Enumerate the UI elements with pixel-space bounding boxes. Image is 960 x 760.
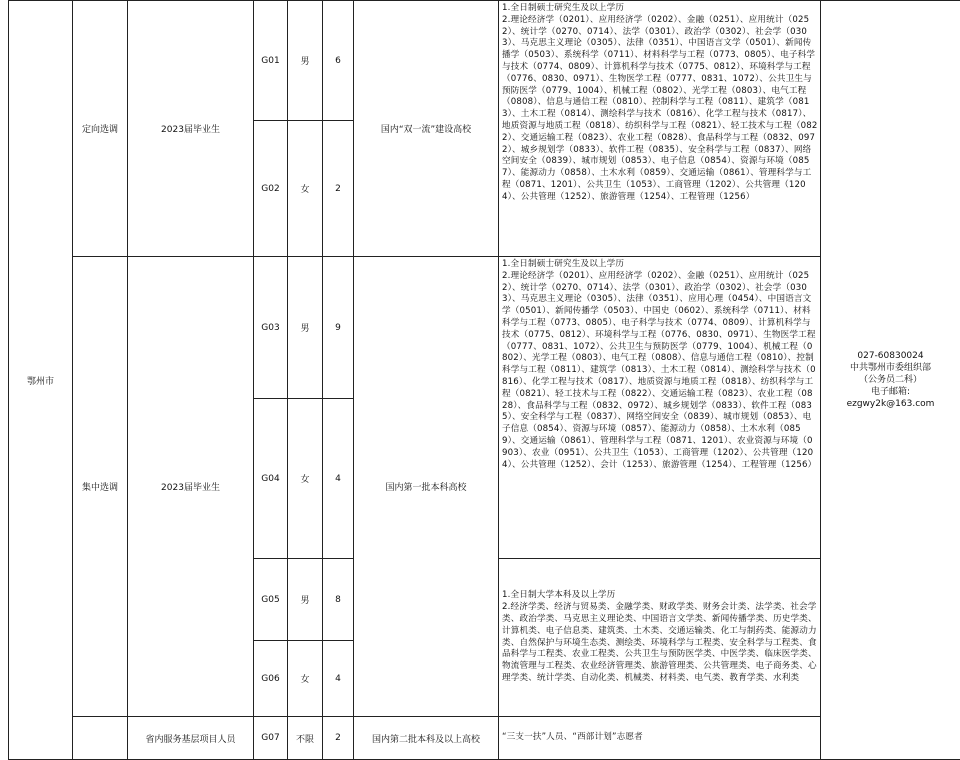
position-code: G03 (254, 257, 288, 399)
recruitment-table-wrapper (8, 0, 960, 759)
count-cell: 2 (323, 121, 354, 257)
table-row (9, 257, 960, 399)
contact-email: ezgwy2k@163.com (821, 398, 960, 410)
position-code: G07 (254, 717, 288, 760)
contact-phone: 027-60830024 (821, 350, 960, 362)
count-cell: 2 (323, 717, 354, 760)
school-cell: 国内第一批本科高校 (354, 257, 499, 717)
school-cell: 国内“双一流”建设高校 (354, 1, 499, 257)
position-code: G02 (254, 121, 288, 257)
gender-cell: 男 (288, 559, 323, 641)
table-row (9, 717, 960, 760)
contact-email-label: 电子邮箱: (821, 386, 960, 398)
requirement-cell: 1.全日制硕士研究生及以上学历 2.理论经济学（0201）、应用经济学（0202）、金融（0251）、应用统计（0252）、统计学（0270、0714）、法学（0301）、政治学（0302）、社会学（0303）、马克思主义理论（0305）、法律（0351）、中国语言文学（0501）、新闻传播学（0503）、系统科学（0711）、材料科学与工程（0773、0805）、电子科学与技术（0774、0809）、计算机科学与技术（0775、0812）、环境科学与工程（0776、0830、0971）、生物医学工程（0777、0831、1072）、公共卫生与预防医学（0779、1004）、机械工程（0802）、光学工程（0803）、电气工程（0808）、信息与通信工程（0810）、控制科学与工程（0811）、建筑学（0813）、土木工程（0814）、测绘科学与技术（0816）、化学工程与技术（0817）、地质资源与地质工程（0818）、纺织科学与工程（0821）、轻工技术与工程（0822）、交通运输工程（0823）、农业工程（0828）、食品科学与工程（0832、0972）、城乡规划学（0833）、软件工程（0835）、安全科学与工程（0837）、网络空间安全（0839）、城市规划（0853）、电子信息（0854）、资源与环境（0857）、能源动力（0858）、土木水利（0859）、交通运输（0861）、管理科学与工程（0871、1201）、公共卫生（1053）、工商管理（1202）、公共管理（1204）、公共管理（1252）、旅游管理（1254）、工程管理（1256） (499, 1, 821, 257)
requirement-cell: 1.全日制硕士研究生及以上学历 2.理论经济学（0201）、应用经济学（0202）、金融（0251）、应用统计（0252）、统计学（0270、0714）、法学（0301）、政治学（0302）、社会学（0303）、马克思主义理论（0305）、法律（0351）、应用心理（0454）、中国语言文学（0501）、新闻传播学（0503）、中国史（0602）、系统科学（0711）、材料科学与工程（0773、0805）、电子科学与技术（0774、0809）、计算机科学与技术（0775、0812）、环境科学与工程（0776、0830、0971）、生物医学工程（0777、0831、1072）、公共卫生与预防医学（0779、1004）、机械工程（0802）、光学工程（0803）、电气工程（0808）、信息与通信工程（0810）、控制科学与工程（0811）、建筑学（0813）、土木工程（0814）、测绘科学与技术（0816）、化学工程与技术（0817）、地质资源与地质工程（0818）、纺织科学与工程（0821）、轻工技术与工程（0822）、交通运输工程（0823）、农业工程（0828）、食品科学与工程（0832、0972）、城乡规划学（0833）、软件工程（0835）、安全科学与工程（0837）、网络空间安全（0839）、城市规划（0853）、电子信息（0854）、资源与环境（0857）、能源动力（0858）、土木水利（0859）、交通运输（0861）、管理科学与工程（0871、1201）、农业资源与环境（0903）、农业（0951）、公共卫生（1053）、工商管理（1202）、公共管理（1204）、公共管理（1252）、会计（1253）、旅游管理（1254）、工程管理（1256） (499, 257, 821, 559)
target-cell: 省内服务基层项目人员 (128, 717, 254, 760)
method-cell-directed: 定向选调 (73, 1, 128, 257)
requirement-cell: 1.全日制大学本科及以上学历 2.经济学类、经济与贸易类、金融学类、财政学类、财务会计类、法学类、社会学类、政治学类、马克思主义理论类、中国语言文学类、新闻传播学类、历史学类、计算机类、电子信息类、建筑类、土木类、交通运输类、化工与制药类、能源动力类、自然保护与环境生态类、测绘类、环境科学与工程类、安全科学与工程类、食品科学与工程类、农业工程类、公共卫生与预防医学类、中医学类、临床医学类、物流管理与工程类、农业经济管理类、旅游管理类、公共管理类、电子商务类、心理学类、统计学类、自动化类、机械类、材料类、电气类、教育学类、水利类 (499, 559, 821, 717)
position-code: G04 (254, 399, 288, 559)
count-cell: 4 (323, 399, 354, 559)
gender-cell: 男 (288, 257, 323, 399)
gender-cell: 女 (288, 121, 323, 257)
gender-cell: 不限 (288, 717, 323, 760)
position-code: G01 (254, 1, 288, 121)
count-cell: 6 (323, 1, 354, 121)
school-cell: 国内第二批本科及以上高校 (354, 717, 499, 760)
position-code: G06 (254, 641, 288, 717)
position-code: G05 (254, 559, 288, 641)
table-row (9, 1, 960, 121)
requirement-cell: “三支一扶”人员、“西部计划”志愿者 (499, 717, 821, 760)
recruitment-table (8, 0, 960, 760)
target-cell: 2023届毕业生 (128, 257, 254, 717)
target-cell: 2023届毕业生 (128, 1, 254, 257)
method-cell-empty (73, 717, 128, 760)
method-cell-centralized: 集中选调 (73, 257, 128, 717)
count-cell: 8 (323, 559, 354, 641)
count-cell: 9 (323, 257, 354, 399)
contact-department: （公务员二科） (821, 374, 960, 386)
gender-cell: 男 (288, 1, 323, 121)
contact-cell (821, 1, 960, 760)
region-cell: 鄂州市 (9, 1, 73, 760)
contact-organization: 中共鄂州市委组织部 (821, 362, 960, 374)
count-cell: 4 (323, 641, 354, 717)
gender-cell: 女 (288, 399, 323, 559)
gender-cell: 女 (288, 641, 323, 717)
